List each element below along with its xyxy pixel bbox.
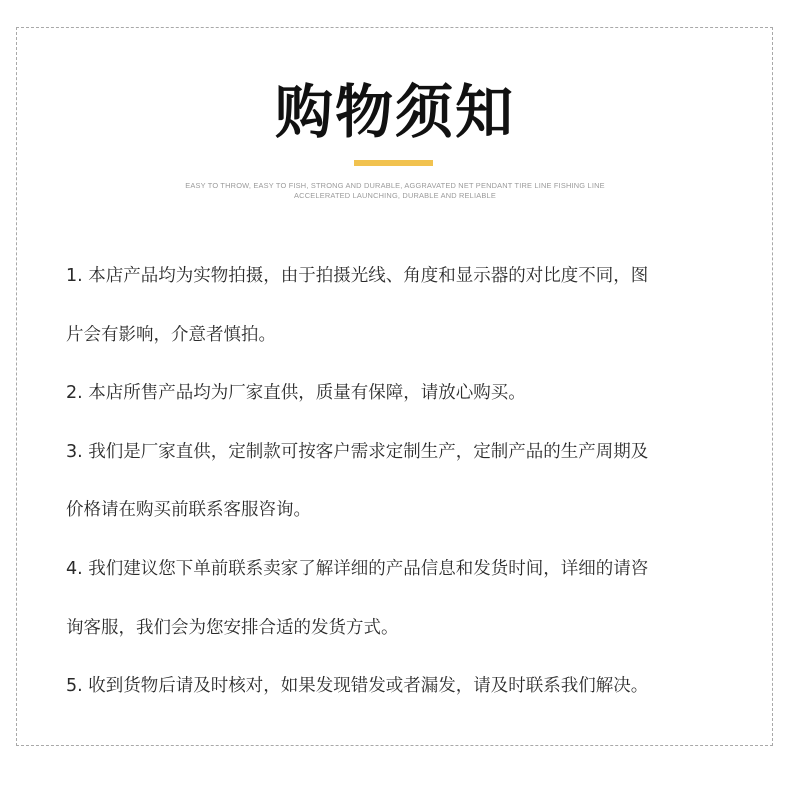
notice-line-4: 3. 我们是厂家直供，定制款可按客户需求定制生产，定制产品的生产周期及 — [66, 442, 649, 462]
notice-line-8: 5. 收到货物后请及时核对，如果发现错发或者漏发，请及时联系我们解决。 — [66, 676, 649, 696]
notice-line-1: 1. 本店产品均为实物拍摄，由于拍摄光线、角度和显示器的对比度不同，图 — [66, 266, 649, 286]
notice-line-3: 2. 本店所售产品均为厂家直供，质量有保障，请放心购买。 — [66, 383, 526, 403]
page-title: 购物须知 — [274, 78, 515, 146]
notice-line-6: 4. 我们建议您下单前联系卖家了解详细的产品信息和发货时间，详细的请咨 — [66, 559, 649, 579]
notice-line-5: 价格请在购买前联系客服咨询。 — [66, 500, 311, 520]
title-accent-bar — [354, 160, 433, 166]
notice-line-7: 询客服，我们会为您安排合适的发货方式。 — [66, 618, 399, 638]
subtitle-line-1: EASY TO THROW, EASY TO FISH, STRONG AND DURABLE, AGGRAVATED NET PENDANT TIRE LINE FISHING LINE — [185, 181, 605, 190]
english-subtitle — [0, 181, 790, 201]
notice-line-2: 片会有影响，介意者慎拍。 — [66, 325, 276, 345]
subtitle-line-2: ACCELERATED LAUNCHING, DURABLE AND RELIABLE — [294, 191, 496, 200]
